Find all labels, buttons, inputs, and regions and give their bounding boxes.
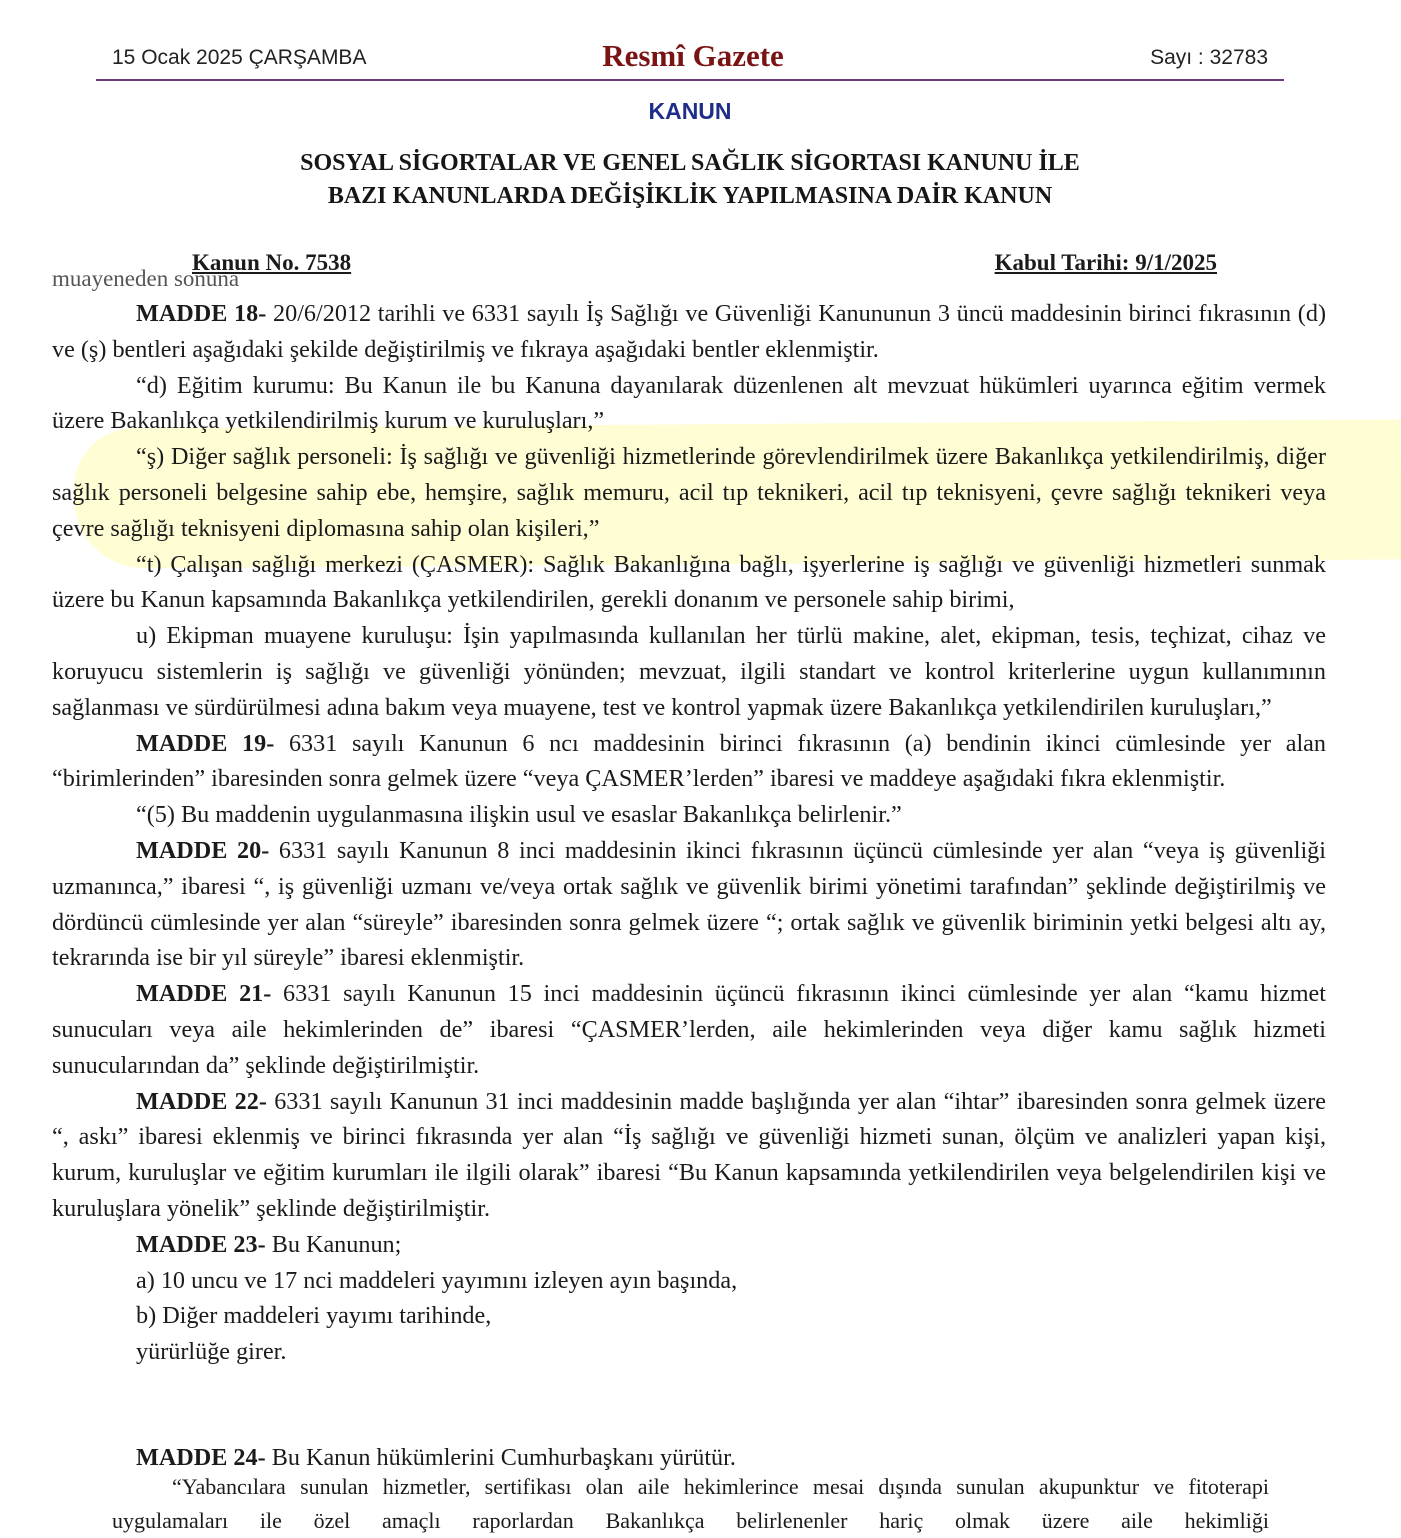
article-23-item-a: a) 10 uncu ve 17 nci maddeleri yayımını izleyen ayın başında, bbox=[136, 1266, 738, 1294]
next-page-paragraph: “Yabancılara sunulan hizmetler, sertifikası olan aile hekimlerince mesai dışında sunulan akupunktur ve fitoterapi uygulamaları ile özel amaçlı raporlardan Bakanlıkça belirlenenler hariç olmak üzere aile hekimliği bbox=[112, 1474, 1269, 1533]
law-acceptance-date: Kabul Tarihi: 9/1/2025 bbox=[994, 250, 1217, 275]
article-23-closing: yürürlüğe girer. bbox=[136, 1338, 287, 1366]
article-21-label: MADDE 21- bbox=[136, 980, 272, 1008]
cut-off-text: muayeneden sonuna bbox=[52, 266, 240, 291]
next-page-fragment bbox=[112, 1470, 1269, 1538]
article-18-clause-d: “d) Eğitim kurumu: Bu Kanun ile bu Kanuna dayanılarak düzenlenen alt mevzuat hükümleri uyarınca eğitim vermek üzere Bakanlıkça yetkilendirilmiş kurum ve kuruluşları,” bbox=[52, 371, 1326, 435]
cut-off-text-line bbox=[52, 266, 312, 291]
law-body bbox=[52, 296, 1326, 1370]
article-19-label: MADDE 19- bbox=[136, 729, 275, 757]
article-18-label: MADDE 18- bbox=[136, 300, 267, 327]
article-19-text: 6331 sayılı Kanunun 6 ncı maddesinin birinci fıkrasının (a) bendinin ikinci cümlesinde yer alan “birimlerinden” ibaresinden sonra gelmek üzere “veya ÇASMER’lerden” ibaresi ve maddeye aşağıdaki fıkra eklenmiştir. bbox=[52, 729, 1326, 793]
article-18 bbox=[52, 296, 1326, 368]
header-divider bbox=[96, 79, 1284, 81]
article-22-label: MADDE 22- bbox=[136, 1087, 267, 1115]
article-23-label: MADDE 23- bbox=[136, 1230, 266, 1258]
article-18-text: 20/6/2012 tarihli ve 6331 sayılı İş Sağlığı ve Güvenliği Kanununun 3 üncü maddesinin birinci fıkrasının (d) ve (ş) bentleri aşağıdaki şekilde değiştirilmiş ve fıkraya aşağıdaki bentler eklenmiştir. bbox=[52, 300, 1327, 363]
gazette-title: Resmî Gazete bbox=[602, 38, 784, 73]
law-title bbox=[0, 147, 1380, 213]
article-24-label: MADDE 24- bbox=[136, 1444, 266, 1471]
article-21-text: 6331 sayılı Kanunun 15 inci maddesinin üçüncü fıkrasının ikinci cümlesinde yer alan “kamu hizmet sunucuları veya aile hekimlerinden de” ibaresi “ÇASMER’lerden, aile hekimlerinden veya diğer kamu sağlık hizmeti sunucularından da” şeklinde değiştirilmiştir. bbox=[52, 980, 1326, 1079]
article-18-clause-t: “t) Çalışan sağlığı merkezi (ÇASMER): Sağlık Bakanlığına bağlı, işyerlerine iş sağlığı ve güvenliği hizmetleri sunmak üzere bu Kanun kapsamında Bakanlıkça yetkilendirilen, gerekli donanım ve personele sahip birimi, bbox=[52, 550, 1326, 614]
law-title-line-1: SOSYAL SİGORTALAR VE GENEL SAĞLIK SİGORTASI KANUNU İLE bbox=[300, 150, 1080, 176]
article-20-label: MADDE 20- bbox=[136, 836, 270, 864]
article-23-text: Bu Kanunun; bbox=[265, 1230, 402, 1258]
article-22-text: 6331 sayılı Kanunun 31 inci maddesinin madde başlığında yer alan “ihtar” ibaresinden sonra gelmek üzere “, askı” ibaresi eklenmiş ve birinci fıkrasında yer alan “İş sağlığı ve güvenliği hizmeti sunan, ölçüm ve analizleri yapan kişi, kurum, kuruluşlar ve eğitim kurumları ile ilgili olarak” ibaresi “Bu Kanun kapsamında yetkilendirilen veya belgelendirilen kişi ve kuruluşlara yönelik” şeklinde değiştirilmiştir. bbox=[52, 1087, 1327, 1222]
article-18-clause-s: “ş) Diğer sağlık personeli: İş sağlığı ve güvenliği hizmetlerinde görevlendirilmek üzere Bakanlıkça yetkilendirilmiş, diğer sağlık personeli belgesine sahip ebe, hemşire, sağlık memuru, acil tıp teknikeri, acil tıp teknisyeni, çevre sağlığı teknikeri veya çevre sağlığı teknisyeni diplomasına sahip olan kişileri,” bbox=[52, 443, 1326, 542]
article-20 bbox=[52, 833, 1326, 976]
law-number: Kanun No. 7538 bbox=[192, 250, 352, 275]
gazette-date: 15 Ocak 2025 ÇARŞAMBA bbox=[112, 46, 367, 69]
article-19 bbox=[52, 726, 1326, 798]
article-21 bbox=[52, 976, 1326, 1083]
law-title-line-2: BAZI KANUNLARDA DEĞİŞİKLİK YAPILMASINA DAİR KANUN bbox=[327, 183, 1053, 209]
article-20-text: 6331 sayılı Kanunun 8 inci maddesinin ikinci fıkrasının üçüncü cümlesinde yer alan “veya iş güvenliği uzmanınca,” ibaresi “, iş güvenliği uzmanı ve/veya ortak sağlık ve güvenlik birimi yönetimi tarafından” şeklinde değiştirilmiş ve dördüncü cümlesinde yer alan “süreyle” ibaresinden sonra gelmek üzere “; ortak sağlık ve güvenlik biriminin yetki belgesi altı ay, tekrarında ise bir yıl süreyle” ibaresi eklenmiştir. bbox=[52, 836, 1326, 972]
article-23-item-b: b) Diğer maddeleri yayımı tarihinde, bbox=[136, 1302, 492, 1330]
article-18-clause-u: u) Ekipman muayene kuruluşu: İşin yapılmasında kullanılan her türlü makine, alet, ekipman, tesis, teçhizat, cihaz ve koruyucu sistemlerin iş sağlığı ve güvenliği yönünden; mevzuat, ilgili standart ve kontrol kriterlerine uygun kullanımının sağlanması ve sürdürülmesi adına bakım veya muayene, test ve kontrol yapmak üzere Bakanlıkça yetkilendirilen kuruluşları,” bbox=[52, 622, 1326, 721]
gazette-issue-number: Sayı : 32783 bbox=[1150, 46, 1268, 69]
article-23 bbox=[52, 1227, 1326, 1263]
article-24-text: Bu Kanun hükümlerini Cumhurbaşkanı yürütür. bbox=[265, 1444, 736, 1471]
section-label: KANUN bbox=[648, 98, 732, 124]
article-24-cut bbox=[52, 1440, 1326, 1471]
article-19-quote: “(5) Bu maddenin uygulanmasına ilişkin usul ve esaslar Bakanlıkça belirlenir.” bbox=[136, 801, 902, 829]
article-22 bbox=[52, 1084, 1326, 1227]
